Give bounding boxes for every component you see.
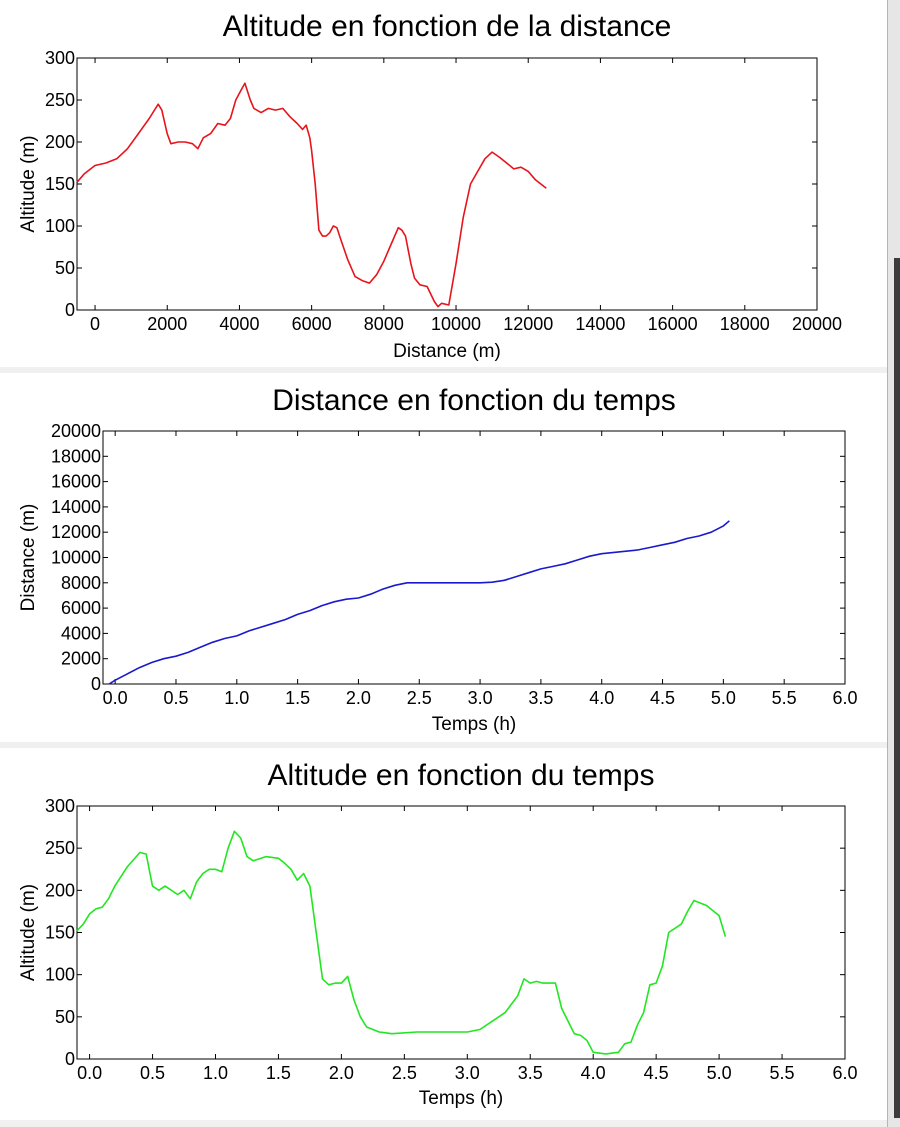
plot-frame — [77, 58, 817, 310]
y-tick-label: 100 — [44, 964, 75, 985]
chart-title: Altitude en fonction de la distance — [222, 10, 672, 43]
x-axis-label: Distance (m) — [393, 341, 501, 362]
y-tick-label: 250 — [44, 90, 75, 110]
y-axis-label: Altitude (m) — [18, 135, 39, 233]
x-tick-label: 1.5 — [265, 1063, 291, 1083]
y-tick-label: 0 — [64, 1049, 75, 1069]
x-tick-label: 0 — [90, 314, 101, 334]
x-tick-label: 0.5 — [140, 1063, 166, 1083]
x-tick-label: 4.0 — [589, 688, 615, 708]
x-tick-label: 5.0 — [706, 1063, 732, 1083]
chart-title: Altitude en fonction du temps — [267, 759, 655, 792]
y-tick-label: 300 — [44, 796, 75, 816]
x-tick-label: 16000 — [647, 314, 698, 334]
chart-altitude-vs-distance — [0, 0, 888, 367]
chart-panel-altitude-time — [0, 748, 888, 1120]
series-line — [109, 521, 729, 684]
series-line — [77, 83, 546, 306]
y-tick-label: 100 — [44, 216, 75, 236]
x-tick-label: 4.5 — [650, 688, 676, 708]
x-tick-label: 10000 — [430, 314, 482, 334]
x-tick-label: 3.5 — [517, 1063, 543, 1083]
scrollbar-track[interactable] — [894, 258, 900, 1118]
plot-frame — [77, 806, 845, 1059]
chart-panel-distance-time — [0, 373, 888, 742]
y-tick-label: 20000 — [50, 421, 101, 441]
x-tick-label: 6.0 — [832, 1063, 858, 1083]
x-tick-label: 1.5 — [285, 688, 311, 708]
x-tick-label: 6.0 — [832, 688, 858, 708]
y-tick-label: 200 — [44, 132, 75, 152]
y-tick-label: 10000 — [50, 547, 101, 568]
x-tick-label: 0.0 — [77, 1063, 103, 1083]
y-tick-label: 2000 — [60, 648, 101, 669]
x-tick-label: 2.5 — [391, 1063, 417, 1083]
x-axis-label: Temps (h) — [418, 1088, 504, 1109]
x-tick-label: 4000 — [219, 314, 260, 334]
x-tick-label: 4.5 — [643, 1063, 669, 1083]
x-tick-label: 3.0 — [454, 1063, 480, 1083]
x-tick-label: 2.5 — [406, 688, 432, 708]
x-tick-label: 2000 — [147, 314, 188, 334]
x-tick-label: 6000 — [291, 314, 332, 334]
y-tick-label: 50 — [54, 1006, 75, 1027]
x-tick-label: 8000 — [363, 314, 404, 334]
x-tick-label: 5.0 — [710, 688, 736, 708]
x-tick-label: 3.5 — [528, 688, 554, 708]
x-tick-label: 4.0 — [580, 1063, 606, 1083]
chart-title: Distance en fonction du temps — [272, 384, 676, 417]
x-tick-label: 2.0 — [345, 688, 371, 708]
y-tick-label: 200 — [44, 880, 75, 901]
x-tick-label: 0.5 — [163, 688, 189, 708]
x-tick-label: 1.0 — [224, 688, 250, 708]
chart-altitude-vs-time — [0, 748, 888, 1120]
chart-panel-altitude-distance — [0, 0, 888, 367]
y-tick-label: 18000 — [50, 446, 101, 467]
x-tick-label: 18000 — [719, 314, 770, 334]
x-tick-label: 2.0 — [328, 1063, 354, 1083]
y-tick-label: 250 — [44, 838, 75, 859]
y-tick-label: 0 — [90, 674, 101, 694]
x-tick-label: 14000 — [575, 314, 626, 334]
y-tick-label: 150 — [44, 174, 75, 194]
y-axis-label: Distance (m) — [18, 503, 39, 612]
x-axis-label: Temps (h) — [431, 714, 517, 735]
y-tick-label: 300 — [44, 48, 75, 68]
y-tick-label: 12000 — [50, 522, 101, 543]
y-tick-label: 4000 — [60, 623, 101, 644]
plot-frame — [103, 431, 845, 684]
y-axis-label: Altitude (m) — [18, 883, 39, 982]
x-tick-label: 12000 — [503, 314, 554, 334]
x-tick-label: 5.5 — [771, 688, 797, 708]
x-tick-label: 0.0 — [102, 688, 128, 708]
x-tick-label: 1.0 — [202, 1063, 229, 1083]
chart-distance-vs-time — [0, 373, 888, 742]
x-tick-label: 5.5 — [769, 1063, 795, 1083]
y-tick-label: 150 — [44, 922, 75, 943]
y-tick-label: 14000 — [50, 496, 101, 517]
series-line — [77, 831, 725, 1054]
x-tick-label: 3.0 — [467, 688, 493, 708]
x-tick-label: 20000 — [791, 314, 843, 334]
y-tick-label: 16000 — [50, 471, 101, 492]
y-tick-label: 0 — [64, 300, 75, 320]
window-right-edge — [887, 0, 900, 1127]
y-tick-label: 6000 — [60, 598, 101, 619]
y-tick-label: 8000 — [60, 572, 101, 593]
y-tick-label: 50 — [54, 258, 75, 278]
